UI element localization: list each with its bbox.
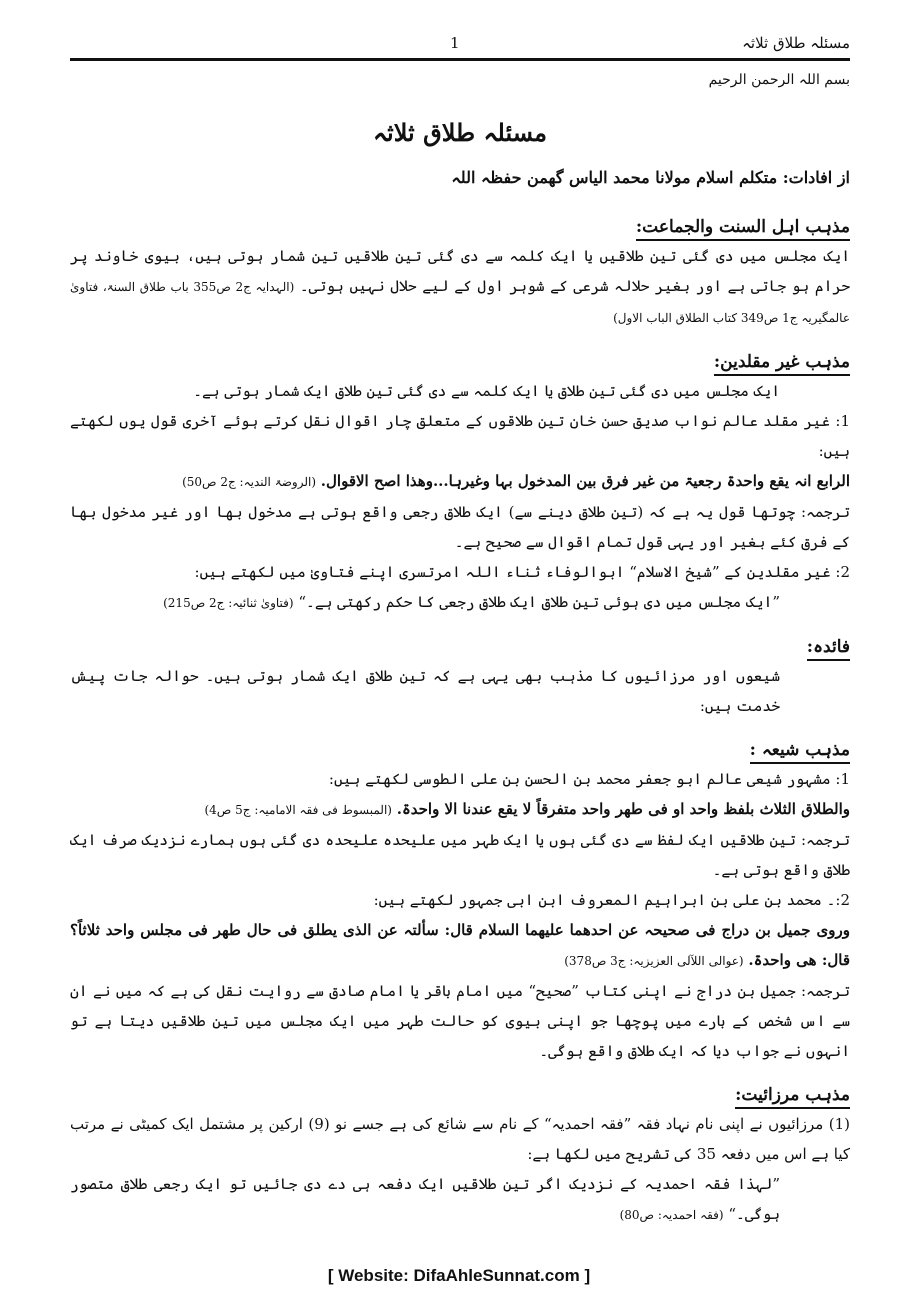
document-body <box>70 64 850 1230</box>
page-number: 1 <box>450 34 460 52</box>
bismillah: بسم اللہ الرحمن الرحیم <box>708 72 850 88</box>
list-item: 2:۔ محمد بن علی بن ابراہیم المعروف ابن ابی جمہور لکھتے ہیں: <box>373 891 850 909</box>
paragraph: شیعوں اور مرزائیوں کا مذہب بھی یہی ہے کہ تین طلاق ایک شمار ہوتی ہیں۔ حوالہ جات پیش خدمت ہیں: <box>70 667 780 715</box>
quote: ”ایک مجلس میں دی ہوئی تین طلاق ایک طلاق رجعی کا حکم رکھتی ہے۔“ (فتاویٰ ثنائیہ: ج2 ص215) <box>163 593 780 611</box>
paragraph: ایک مجلس میں دی گئی تین طلاق یا ایک کلمہ سے دی گئی تین طلاق ایک شمار ہوتی ہے۔ <box>193 382 780 400</box>
list-item: 1: غیر مقلد عالم نواب صدیق حسن خان تین طلاقوں کے متعلق چار اقوال نقل کرتے ہوئے آخری قول یوں لکھتے ہیں: <box>70 412 850 460</box>
header-rule <box>70 58 850 61</box>
page-header <box>70 28 850 58</box>
list-item: 1: مشہور شیعی عالم ابو جعفر محمد بن الحسن بن علی الطوسی لکھتے ہیں: <box>328 770 850 788</box>
list-item: 2: غیر مقلدین کے ”شیخ الاسلام“ ابوالوفاء ثناء اللہ امرتسری اپنے فتاویٰ میں لکھتے ہیں: <box>194 563 850 581</box>
translation: ترجمہ: جمیل بن دراج نے اپنی کتاب ”صحیح“ میں امام باقر یا امام صادق سے روایت نقل کی ہے کہ میں نے ان سے اس شخص کے بارے میں پوچھا جو اپنی بیوی کو حالت طہر میں ایک مجلس میں تین طلاقیں دیتا ہے تو انہوں نے جواب دیا کہ ایک طلاق واقع ہوگی۔ <box>70 982 850 1060</box>
translation: ترجمہ: تین طلاقیں ایک لفظ سے دی گئی ہوں یا ایک طہر میں علیحدہ علیحدہ دی گئی ہوں ہمارے نزدیک صرف ایک طلاق واقع ہوتی ہے۔ <box>70 831 850 879</box>
reference: (المبسوط فی فقہ الامامیہ: ج5 ص4) <box>204 803 392 817</box>
list-item: (1) مرزائیوں نے اپنی نام نہاد فقہ ”فقہ احمدیہ“ کے نام سے شائع کی ہے جسے نو (9) ارکین پر مشتمل ایک کمیٹی نے مرتب کیا ہے اس میں دفعہ 35 کی تشریح میں لکھا ہے: <box>70 1115 850 1163</box>
page-title: مسئلہ طلاق ثلاثہ <box>372 118 547 147</box>
section-heading-ghairmuqallideen: مذہب غیر مقلدین: <box>714 351 850 376</box>
translation: ترجمہ: چوتھا قول یہ ہے کہ (تین طلاق دینے سے) ایک طلاق رجعی واقع ہوتی ہے مدخول بھا اور غیر مدخول بھا کے فرق کئے بغیر اور یہی قول تمام اقوال سے صحیح ہے۔ <box>70 503 850 551</box>
reference: (فتاویٰ ثنائیہ: ج2 ص215) <box>163 596 294 610</box>
section-heading-shia: مذہب شیعہ : <box>750 739 850 764</box>
website-footer: [ Website: DifaAhleSunnat.com ] <box>327 1266 591 1285</box>
reference: (الروضۃ الندیہ: ج2 ص50) <box>182 475 317 489</box>
reference: (فقہ احمدیہ: ص80) <box>619 1208 724 1222</box>
arabic-quote: والطلاق الثلاث بلفظ واحد او فی طھر واحد متفرقاً لا یقع عندنا الا واحدۃ. (المبسوط فی فقہ الامامیہ: ج5 ص4) <box>204 800 850 818</box>
paragraph: ایک مجلس میں دی گئی تین طلاقیں یا ایک کلمہ سے دی گئی تین طلاقیں تین شمار ہوتی ہیں، بیوی خاوند پر حرام ہو جاتی ہے اور بغیر حلالہ شرعی کے شوہر اول کے لیے حلال نہیں ہوتی۔ (الہدایہ ج2 ص355 باب طلاق السنۃ، فتاویٰ عالمگیریہ ج1 ص349 کتاب الطلاق الباب الاول) <box>70 247 850 325</box>
section-heading-ahlesunnat: مذہب اہل السنت والجماعت: <box>636 216 850 241</box>
header-title: مسئلہ طلاق ثلاثہ <box>742 34 850 52</box>
reference: (عوالی اللآلی العزیزیہ: ج3 ص378) <box>564 954 744 968</box>
byline: از افادات: متکلم اسلام مولانا محمد الیاس گھمن حفظہ اللہ <box>451 168 850 187</box>
arabic-quote: وروی جمیل بن دراج فی صحیحہ عن احدھما علیھما السلام قال: سألتہ عن الذی یطلق فی حال طھر فی مجلس واحد ثلاثاً؟ قال: ھی واحدۃ. (عوالی اللآلی العزیزیہ: ج3 ص378) <box>70 921 850 969</box>
arabic-quote: الرابع انہ یقع واحدۃ رجعیۃ من غیر فرق بین المدخول بہا وغیرہا...وھذا اصح الاقوال. (الروضۃ الندیہ: ج2 ص50) <box>182 472 850 490</box>
reference: (الہدایہ ج2 ص355 باب طلاق السنۃ، فتاویٰ عالمگیریہ ج1 ص349 کتاب الطلاق الباب الاول) <box>70 280 850 325</box>
quote: ”لہذا فقہ احمدیہ کے نزدیک اگر تین طلاقیں ایک دفعہ ہی دے دی جائیں تو ایک رجعی طلاق متصور ہوگی۔“ (فقہ احمدیہ: ص80) <box>70 1175 780 1223</box>
section-heading-mirzaiyat: مذہب مرزائیت: <box>735 1084 850 1109</box>
section-heading-faida: فائدہ: <box>807 636 850 661</box>
